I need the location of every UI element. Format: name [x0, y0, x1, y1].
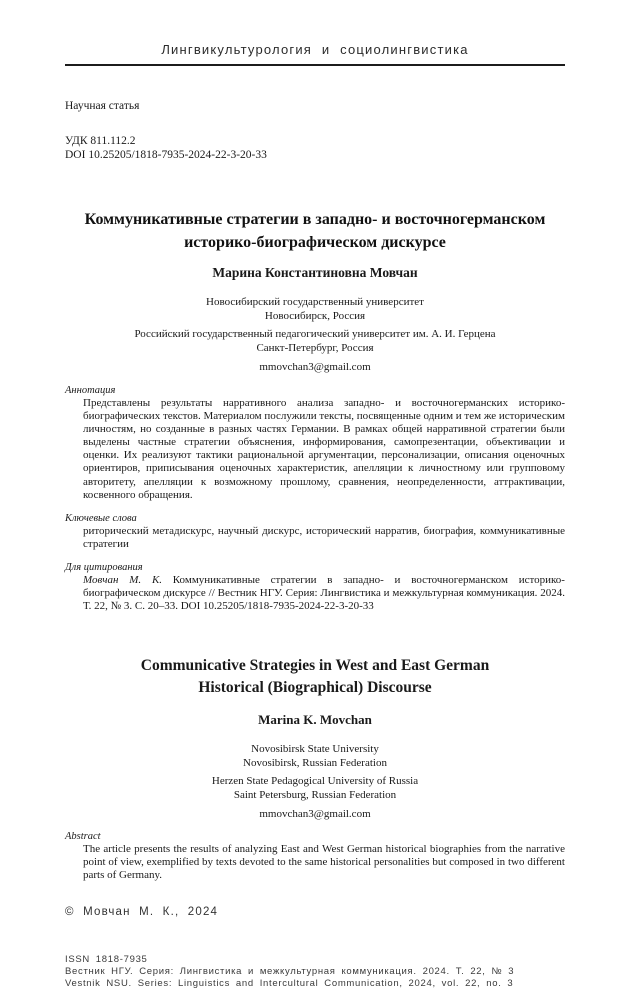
copyright-line: © Мовчан М. К., 2024 [65, 905, 219, 918]
doi-number: DOI 10.25205/1818-7935-2024-22-3-20-33 [65, 149, 267, 161]
udc-number: УДК 811.112.2 [65, 135, 136, 147]
citation-author-ru: Мовчан М. К. [83, 573, 162, 586]
udc-doi-block [65, 134, 565, 162]
author-email-en: mmovchan3@gmail.com [259, 808, 371, 821]
keywords-label-ru: Ключевые слова [65, 512, 137, 524]
affiliation-2-ru [65, 328, 565, 355]
author-name-ru: Марина Константиновна Мовчан [212, 265, 418, 280]
article-title-ru-line2: историко-биографическом дискурсе [184, 234, 446, 251]
citation-text-ru [83, 574, 565, 613]
citation-label-ru: Для цитирования [65, 561, 143, 573]
affiliation-2-en [65, 775, 565, 802]
footer-issn: ISSN 1818-7935 [65, 953, 148, 965]
affiliation-2-en-name: Herzen State Pedagogical University of Russia [211, 775, 419, 788]
affiliation-2-en-city: Saint Petersburg, Russian Federation [233, 788, 397, 801]
article-title-en-line2: Historical (Biographical) Discourse [198, 679, 432, 697]
article-title-en [65, 655, 565, 699]
affiliation-2-ru-city: Санкт-Петербург, Россия [256, 341, 374, 354]
affiliation-1-ru [65, 296, 565, 323]
affiliation-1-ru-name: Новосибирский государственный университет [206, 296, 424, 308]
citation-body-ru: Коммуникативные стратегии в западно- и восточногерманском историко-биографическом дискурсе // Вестник НГУ. Серия: Лингвистика и межкультурная коммуникация. 2024. Т. 22, № 3. С. 20–33. DOI 10.25205/1818-7935-2024-22-3-20-33 [83, 573, 565, 613]
affiliation-1-en-name: Novosibirsk State University [251, 743, 379, 756]
affiliation-1-en-city: Novosibirsk, Russian Federation [243, 756, 387, 769]
keywords-text-ru: риторический метадискурс, научный дискурс, исторический нарратив, биография, коммуникативные стратегии [83, 524, 565, 550]
abstract-text-ru: Представлены результаты нарративного анализа западно- и восточногерманских историко-биографических текстов. Материалом послужили тексты, посвященные одним и тем же историческим личностям, но созданные в разных частях Германии. В рамках общей нарративной стратегии были выделены частные стратегии объяснения, информирования, самопрезентации, объективации и оценки. Их реализуют тактики рациональной аргументации, персонализации, описания оценочных ориентиров, приписывания оценочных характеристик, апелляции к личностному или групповому авторитету, апелляции к возможному прошлому, сравнения, неопределенности, аттрактивации, косвенного обращения. [83, 397, 565, 501]
running-head: Лингвикультурология и социолингвистика [161, 42, 469, 57]
article-title-ru-line1: Коммуникативные стратегии в западно- и восточногерманском [84, 211, 546, 228]
affiliation-2-ru-name: Российский государственный педагогический университет им. А. И. Герцена [134, 328, 496, 340]
footer-journal-ru: Вестник НГУ. Серия: Лингвистика и межкультурная коммуникация. 2024. Т. 22, № 3 [65, 965, 515, 977]
affiliation-1-ru-city: Новосибирск, Россия [264, 309, 366, 322]
article-title-ru [65, 208, 565, 254]
article-title-en-line1: Communicative Strategies in West and East German [140, 657, 490, 675]
author-name-en: Marina K. Movchan [258, 712, 372, 728]
affiliation-1-en [65, 743, 565, 770]
article-first-page [0, 42, 630, 990]
abstract-label-en: Abstract [65, 831, 101, 843]
abstract-label-ru: Аннотация [65, 385, 116, 396]
footer-journal-en: Vestnik NSU. Series: Linguistics and Intercultural Communication, 2024, vol. 22, no. 3 [65, 977, 514, 989]
journal-footer [65, 954, 565, 990]
header-rule [65, 64, 565, 66]
abstract-text-en: The article presents the results of analyzing East and West German historical biographies from the narrative point of view, exemplified by texts devoted to the same historical personalities but composed in two different parts of Germany. [83, 843, 565, 882]
author-email-ru: mmovchan3@gmail.com [259, 361, 371, 373]
article-type-label: Научная статья [65, 100, 140, 112]
